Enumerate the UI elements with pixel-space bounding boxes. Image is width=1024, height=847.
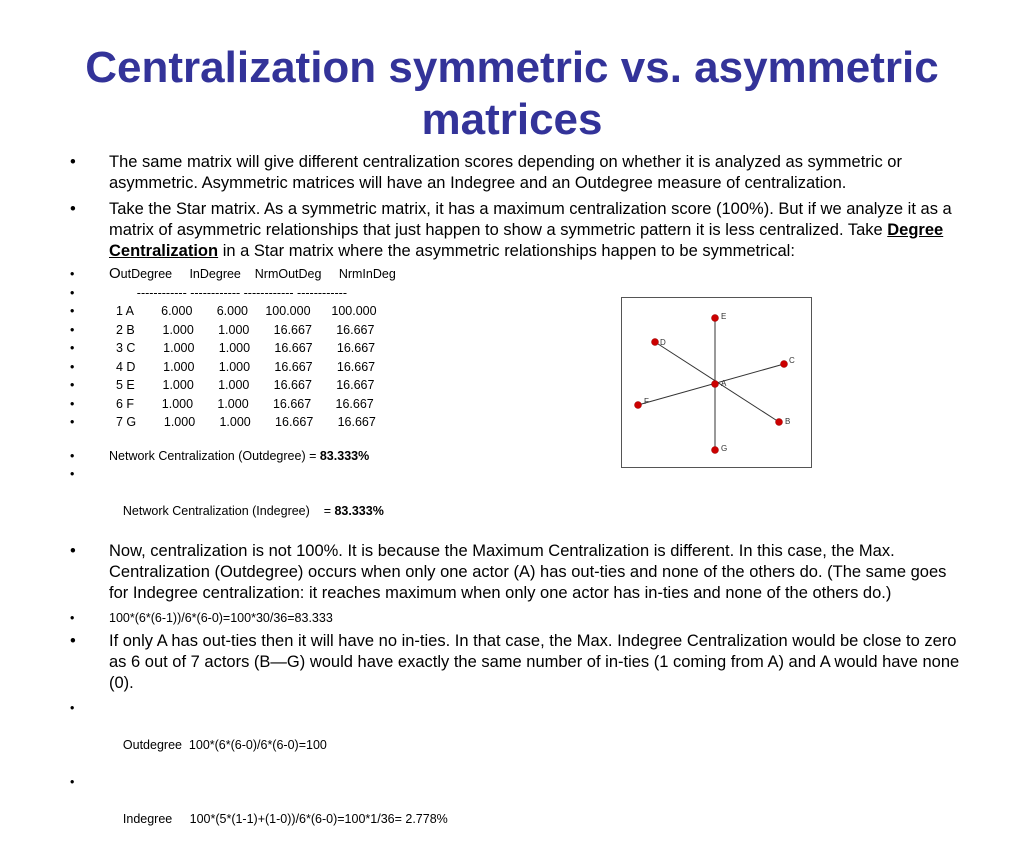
node-e: [712, 315, 719, 322]
table-row-text: 5 E 1.000 1.000 16.667 16.667: [109, 378, 375, 392]
bullet-symmetric-intro: [68, 152, 968, 194]
bullet-marker: •: [70, 304, 75, 318]
table-row-text: 7 G 1.000 1.000 16.667 16.667: [109, 415, 376, 429]
table-row-text: 6 F 1.000 1.000 16.667 16.667: [109, 396, 374, 411]
bullet-text: Take the Star matrix. As a symmetric matrix, it has a maximum centralization score (100%). But if we analyze it as a matrix of asymmetric relationships that just happen to show a symmetric pattern it is less centralized. Take: [109, 200, 952, 239]
node-label-a: A: [721, 379, 727, 388]
bullet-marker: •: [70, 448, 75, 463]
star-network-diagram: [621, 297, 812, 468]
bullet-marker: •: [70, 774, 75, 789]
node-label-b: B: [785, 417, 791, 426]
degree-centralization-link[interactable]: Degree Centralization: [109, 221, 944, 260]
table-row-text: 1 A 6.000 6.000 100.000 100.000: [109, 304, 377, 318]
table-separator: ------------ ------------ ------------ ------------: [109, 285, 348, 300]
table-separator-row: [68, 284, 968, 303]
node-f: [635, 402, 642, 409]
node-b: [776, 419, 783, 426]
bullet-text: Now, centralization is not 100%. It is because the Maximum Centralization is different. In this case, the Max. Centralization (Outdegree) occurs when only one actor (A) has out-ties and none of the others do. (The same goes for Indegree centralization: it reaches maximum when only one actor has in-ties and none of the others do.): [109, 542, 947, 602]
bullet-marker: •: [70, 542, 76, 560]
network-centralization-indegree: [68, 465, 968, 539]
calc-text: 100*(6*(6-1))/6*(6-0)=100*30/36=83.333: [109, 611, 333, 625]
bullet-marker: •: [70, 415, 75, 429]
node-a: [712, 381, 719, 388]
table-row-text: 2 B 1.000 1.000 16.667 16.667: [109, 322, 375, 337]
calc-text: Indegree 100*(5*(1-1)+(1-0))/6*(6-0)=100*1/36= 2.778%: [122, 811, 448, 826]
spacer: [68, 432, 968, 447]
calc-text: Outdegree 100*(6*(6-0)/6*(6-0)=100: [122, 737, 327, 752]
bullet-indegree-explanation: [68, 631, 968, 694]
bullet-marker: •: [70, 359, 75, 374]
bullet-text: in a Star matrix where the asymmetric relationships happen to be symmetrical:: [218, 242, 795, 260]
edge-f-c: [638, 364, 784, 405]
network-centralization-outdegree: [68, 447, 968, 466]
table-header-rest: utDegree InDegree NrmOutDeg NrmInDeg: [120, 267, 396, 281]
calculation-indegree: [68, 773, 968, 847]
bullet-marker: •: [70, 322, 75, 337]
table-header-row: [68, 265, 968, 284]
table-row: [68, 358, 968, 377]
bullet-marker: •: [70, 700, 75, 715]
table-row: [68, 321, 968, 340]
bullet-marker: •: [70, 267, 75, 281]
bullet-text: If only A has out-ties then it will have no in-ties. In that case, the Max. Indegree Centralization would be close to zero as 6 out of 7 actors (B—G) would have exactly the same number of in-ties (1 coming from A) and A would have none (0).: [109, 631, 960, 692]
table-row: [68, 302, 968, 321]
table-row: [68, 376, 968, 395]
table-row: [68, 339, 968, 358]
table-row: [68, 395, 968, 414]
star-graph-svg: [622, 298, 811, 467]
bullet-marker: •: [70, 467, 75, 481]
table-row-text: 4 D 1.000 1.000 16.667 16.667: [109, 359, 376, 374]
node-label-f: F: [644, 397, 649, 406]
bullet-marker: •: [70, 611, 75, 625]
bullet-max-centralization: [68, 541, 968, 604]
slide-body: [68, 152, 968, 847]
node-d: [652, 339, 659, 346]
bullet-star-matrix: [68, 199, 968, 262]
bullet-marker: •: [70, 200, 76, 218]
table-row: [68, 413, 968, 432]
node-g: [712, 447, 719, 454]
slide-title: Centralization symmetric vs. asymmetric matrices: [85, 43, 939, 144]
bullet-marker: •: [70, 378, 75, 392]
bullet-marker: •: [70, 631, 76, 650]
calculation-outdegree-max: [68, 609, 968, 628]
node-label-c: C: [789, 356, 795, 365]
node-c: [781, 361, 788, 368]
bullet-marker: •: [70, 341, 75, 355]
table-header: [109, 267, 396, 281]
value: 83.333%: [334, 504, 384, 518]
calculation-outdegree: [68, 699, 968, 773]
value: 83.333%: [319, 448, 370, 463]
table-header-initial: O: [109, 265, 121, 282]
label: Network Centralization (Indegree) =: [122, 504, 335, 518]
bullet-marker: •: [70, 285, 75, 300]
label: Network Centralization (Outdegree) =: [109, 448, 320, 463]
node-label-d: D: [660, 338, 666, 347]
node-label-g: G: [721, 444, 728, 453]
node-label-e: E: [721, 312, 727, 321]
bullet-text: The same matrix will give different centralization scores depending on whether it is analyzed as symmetric or asymmetric. Asymmetric matrices will have an Indegree and an Outdegree measure of centralization.: [109, 153, 902, 192]
bullet-marker: •: [70, 153, 76, 171]
bullet-marker: •: [70, 396, 75, 411]
table-row-text: 3 C 1.000 1.000 16.667 16.667: [109, 341, 376, 355]
